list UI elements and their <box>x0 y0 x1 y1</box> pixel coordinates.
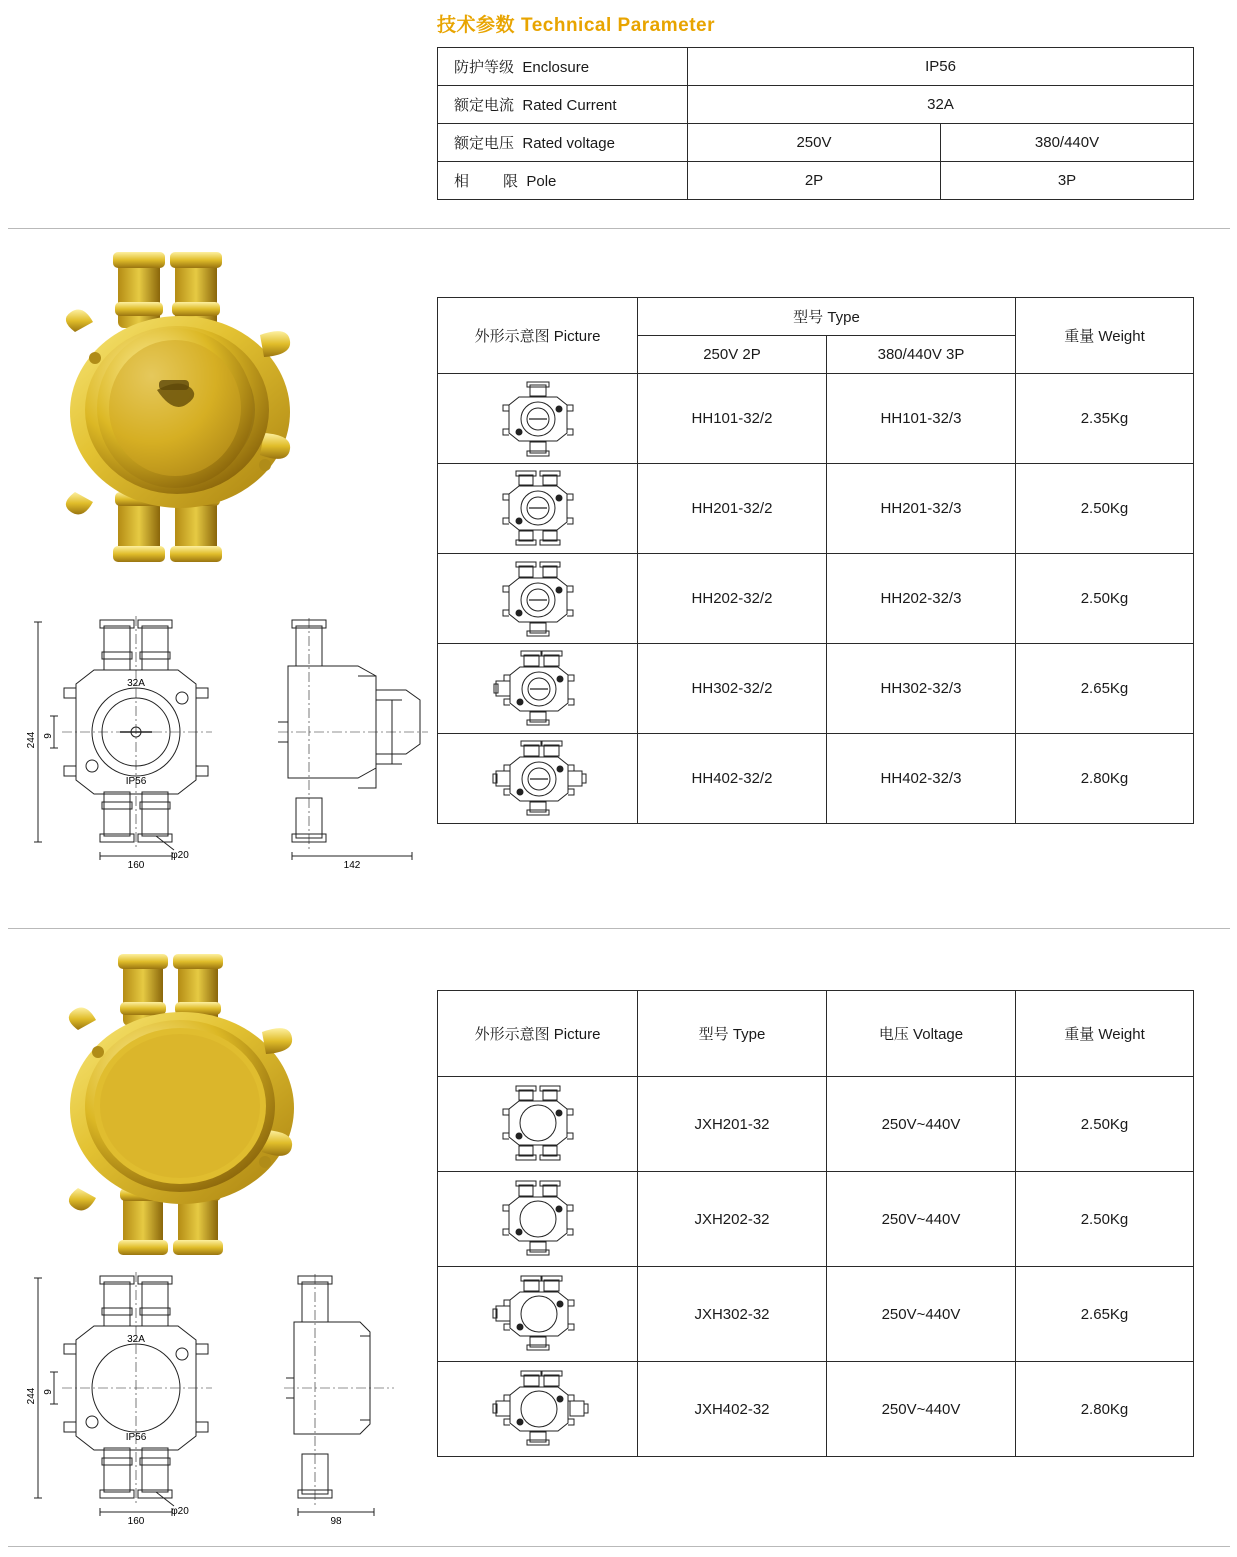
hh-weight-2: 2.50Kg <box>1016 554 1194 644</box>
dim-small-9: 9 <box>43 733 54 739</box>
dim-hole-phi20: φ20 <box>171 850 189 861</box>
tech-row-label <box>438 48 688 86</box>
jxh-weight-1: 2.50Kg <box>1016 1172 1194 1267</box>
hh-type-2p-4: HH402-32/2 <box>638 734 827 824</box>
hh-pic-hh101 <box>438 374 638 464</box>
tech-label-en-pole: Pole <box>526 173 557 190</box>
tech-row-label <box>438 124 688 162</box>
hh-header-picture: 外形示意图 Picture <box>438 298 638 374</box>
hh-type-3p-1: HH201-32/3 <box>827 464 1016 554</box>
dimension-drawing-junction-side <box>278 1268 438 1528</box>
dim-width-160: 160 <box>127 860 145 871</box>
tech-label-cn-voltage: 额定电压 <box>454 135 515 152</box>
table-row <box>438 162 1194 200</box>
tech-value-pole-3p: 3P <box>941 162 1194 200</box>
jxh-voltage-1: 250V~440V <box>827 1172 1016 1267</box>
hh-pic-hh402 <box>438 734 638 824</box>
product-photo-junction-box <box>60 940 380 1280</box>
product-photo-switch-box <box>55 240 385 590</box>
dim-width-160-jxh: 160 <box>127 1516 145 1527</box>
jxh-type-3: JXH402-32 <box>638 1362 827 1457</box>
hh-type-3p-2: HH202-32/3 <box>827 554 1016 644</box>
dimension-drawing-switch-side <box>272 612 452 872</box>
jxh-header-voltage: 电压 Voltage <box>827 991 1016 1077</box>
hh-weight-0: 2.35Kg <box>1016 374 1194 464</box>
tech-label-cn-pole-2: 限 <box>503 173 519 190</box>
table-row <box>438 48 1194 86</box>
page-title <box>437 10 715 37</box>
tech-row-label <box>438 86 688 124</box>
label-enclosure-ip56: IP56 <box>125 776 147 787</box>
hh-header-type-2p: 250V 2P <box>638 336 827 374</box>
section-divider-1 <box>8 228 1230 229</box>
table-row <box>438 1077 1194 1172</box>
hh-type-2p-3: HH302-32/2 <box>638 644 827 734</box>
hh-header-type: 型号 Type <box>638 298 1016 336</box>
hh-header-weight: 重量 Weight <box>1016 298 1194 374</box>
dim-side-width-142: 142 <box>343 860 361 871</box>
table-row <box>438 464 1194 554</box>
hh-type-2p-2: HH202-32/2 <box>638 554 827 644</box>
jxh-header-weight: 重量 Weight <box>1016 991 1194 1077</box>
tech-value-current: 32A <box>688 86 1194 124</box>
hh-pic-hh202 <box>438 554 638 644</box>
jxh-weight-0: 2.50Kg <box>1016 1077 1194 1172</box>
jxh-header-type: 型号 Type <box>638 991 827 1077</box>
section-divider-3 <box>8 1546 1230 1547</box>
table-row <box>438 1172 1194 1267</box>
jxh-type-0: JXH201-32 <box>638 1077 827 1172</box>
label-current-32a-jxh: 32A <box>127 1334 145 1345</box>
jxh-pic-jxh302 <box>438 1267 638 1362</box>
table-row <box>438 86 1194 124</box>
tech-label-en-voltage: Rated voltage <box>522 135 615 152</box>
tech-label-cn-pole-1: 相 <box>454 173 470 190</box>
page-title-en: Technical Parameter <box>521 15 715 36</box>
dim-side-width-98: 98 <box>330 1516 342 1527</box>
table-row <box>438 734 1194 824</box>
tech-label-cn-enclosure: 防护等级 <box>454 59 515 76</box>
jxh-type-2: JXH302-32 <box>638 1267 827 1362</box>
jxh-pic-jxh201 <box>438 1077 638 1172</box>
label-enclosure-ip56-jxh: IP56 <box>125 1432 147 1443</box>
jxh-type-1: JXH202-32 <box>638 1172 827 1267</box>
table-header-row <box>438 991 1194 1077</box>
tech-row-label <box>438 162 688 200</box>
jxh-weight-3: 2.80Kg <box>1016 1362 1194 1457</box>
tech-label-en-enclosure: Enclosure <box>522 59 590 76</box>
jxh-pic-jxh202 <box>438 1172 638 1267</box>
hh-weight-3: 2.65Kg <box>1016 644 1194 734</box>
jxh-weight-2: 2.65Kg <box>1016 1267 1194 1362</box>
hh-weight-1: 2.50Kg <box>1016 464 1194 554</box>
jxh-voltage-2: 250V~440V <box>827 1267 1016 1362</box>
dimension-drawing-junction-front <box>22 1268 232 1528</box>
tech-value-pole-2p: 2P <box>688 162 941 200</box>
table-row <box>438 374 1194 464</box>
hh-weight-4: 2.80Kg <box>1016 734 1194 824</box>
table-row <box>438 1362 1194 1457</box>
section-divider-2 <box>8 928 1230 929</box>
tech-value-voltage-250: 250V <box>688 124 941 162</box>
jxh-model-table <box>437 990 1194 1457</box>
technical-parameter-table <box>437 47 1194 200</box>
hh-pic-hh201 <box>438 464 638 554</box>
tech-value-enclosure: IP56 <box>688 48 1194 86</box>
dim-height-244: 244 <box>26 731 37 749</box>
hh-type-3p-4: HH402-32/3 <box>827 734 1016 824</box>
tech-label-cn-current: 额定电流 <box>454 97 515 114</box>
table-row <box>438 124 1194 162</box>
dim-height-244-jxh: 244 <box>26 1387 37 1405</box>
dim-hole-phi20-jxh: φ20 <box>171 1506 189 1517</box>
dim-small-9-jxh: 9 <box>43 1389 54 1395</box>
hh-type-2p-0: HH101-32/2 <box>638 374 827 464</box>
jxh-pic-jxh402 <box>438 1362 638 1457</box>
jxh-voltage-0: 250V~440V <box>827 1077 1016 1172</box>
hh-type-2p-1: HH201-32/2 <box>638 464 827 554</box>
table-row <box>438 554 1194 644</box>
hh-header-type-3p: 380/440V 3P <box>827 336 1016 374</box>
tech-label-en-current: Rated Current <box>522 97 617 114</box>
jxh-header-picture: 外形示意图 Picture <box>438 991 638 1077</box>
hh-type-3p-3: HH302-32/3 <box>827 644 1016 734</box>
table-header-row <box>438 298 1194 336</box>
table-row <box>438 644 1194 734</box>
hh-pic-hh302 <box>438 644 638 734</box>
tech-value-voltage-380: 380/440V <box>941 124 1194 162</box>
label-current-32a: 32A <box>127 678 145 689</box>
hh-model-table <box>437 297 1194 824</box>
hh-type-3p-0: HH101-32/3 <box>827 374 1016 464</box>
jxh-voltage-3: 250V~440V <box>827 1362 1016 1457</box>
table-row <box>438 1267 1194 1362</box>
dimension-drawing-switch-front <box>22 612 232 872</box>
page-title-cn: 技术参数 <box>437 15 516 36</box>
